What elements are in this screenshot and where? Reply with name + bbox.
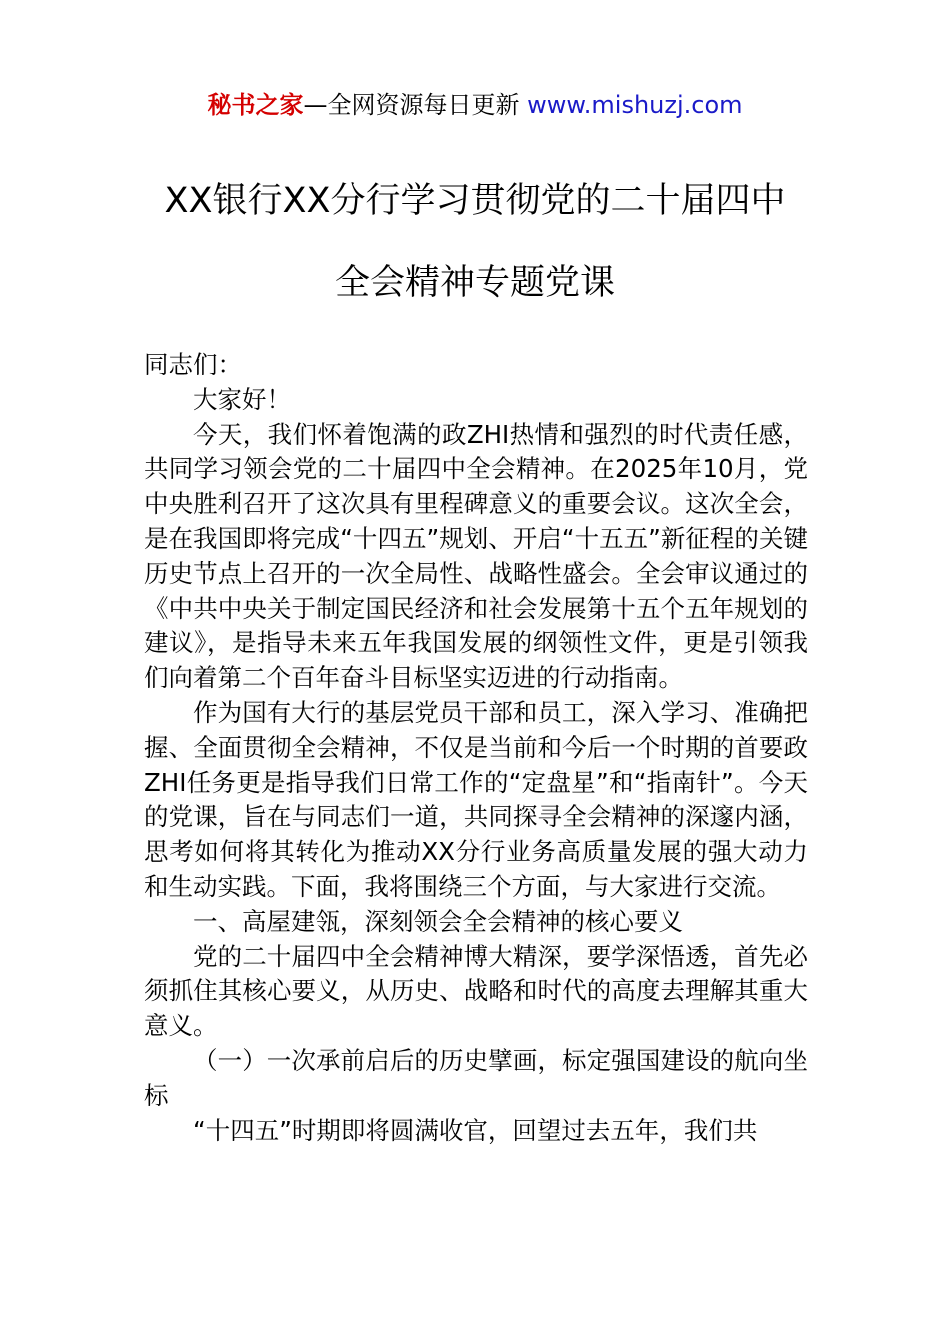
body-paragraph: 今天，我们怀着饱满的政ZHI热情和强烈的时代责任感，共同学习领会党的二十届四中全会精神。在2025年10月，党中央胜利召开了这次具有里程碑意义的重要会议。这次全会，是在我国即将完成“十四五”规划、开启“十五五”新征程的关键历史节点上召开的一次全局性、战略性盛会。全会审议通过的《中共中央关于制定国民经济和社会发展第十五个五年规划的建议》，是指导未来五年我国发展的纲领性文件，更是引领我们向着第二个百年奋斗目标坚实迈进的行动指南。 xyxy=(144,419,808,693)
body-paragraph: 党的二十届四中全会精神博大精深，要学深悟透，首先必须抓住其核心要义，从历史、战略和时代的高度去理解其重大意义。 xyxy=(144,941,808,1041)
header-dash: — xyxy=(303,91,328,119)
header-tagline: 全网资源每日更新 xyxy=(327,91,520,119)
salutation: 同志们： xyxy=(144,350,242,379)
subsection-heading: （一）一次承前启后的历史擘画，标定强国建设的航向坐标 xyxy=(144,1045,808,1110)
title-line-2: 全会精神专题党课 xyxy=(334,263,615,303)
document-body xyxy=(144,348,808,1148)
title-line-1: XX银行XX分行学习贯彻党的二十届四中 xyxy=(164,181,786,221)
body-paragraph: “十四五”时期即将圆满收官，回望过去五年，我们共 xyxy=(193,1115,758,1145)
section-heading: 一、高屋建瓴，深刻领会全会精神的核心要义 xyxy=(193,906,683,936)
document-title xyxy=(120,160,830,324)
body-paragraph: 作为国有大行的基层党员干部和员工，深入学习、准确把握、全面贯彻全会精神，不仅是当前和今后一个时期的首要政ZHI任务更是指导我们日常工作的“定盘星”和“指南针”。今天的党课，旨在与同志们一道，共同探寻全会精神的深邃内涵，思考如何将其转化为推动XX分行业务高质量发展的强大动力和生动实践。下面，我将围绕三个方面，与大家进行交流。 xyxy=(144,697,808,901)
site-header xyxy=(0,88,950,122)
greeting-paragraph: 大家好！ xyxy=(193,384,291,414)
site-brand: 秘书之家 xyxy=(207,91,304,119)
site-url-link[interactable]: www.mishuzj.com xyxy=(527,91,743,119)
